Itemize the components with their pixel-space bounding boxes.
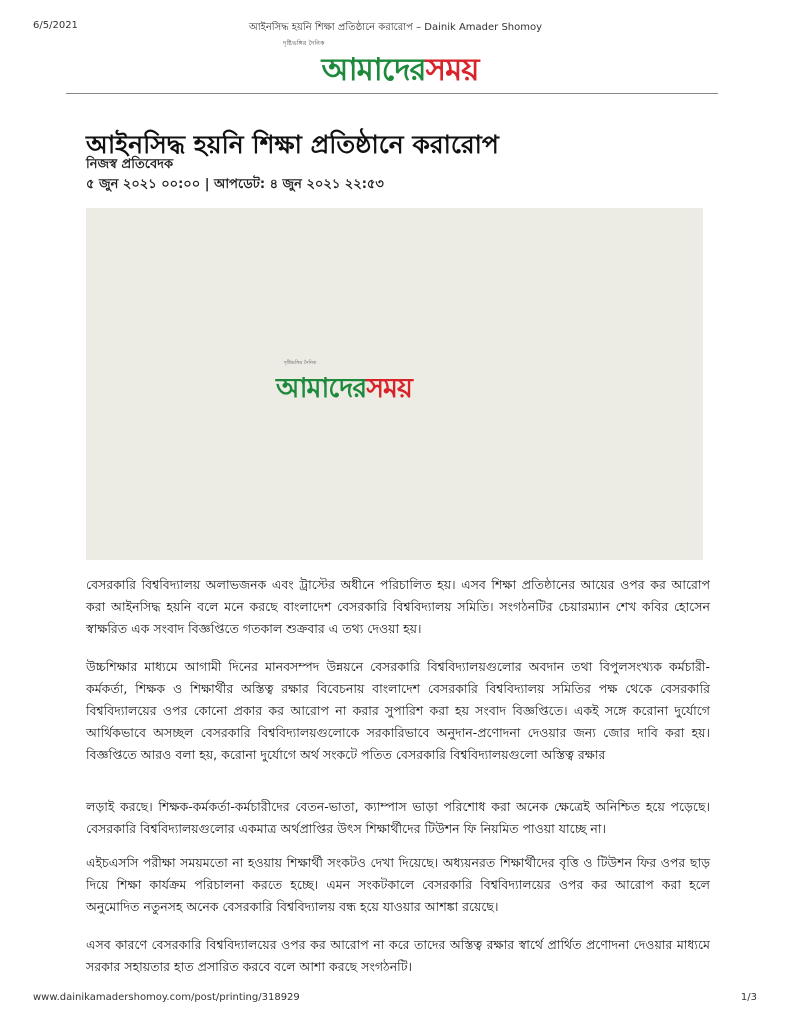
footer-page-number: 1/3 <box>740 992 757 1003</box>
article-hero-image <box>86 208 703 560</box>
article-dateline: ৫ জুন ২০২১ ০০:০০ | আপডেট: ৪ জুন ২০২১ ২২:৫৩ <box>86 177 384 192</box>
article-paragraph-3: লড়াই করছে। শিক্ষক-কর্মকর্তা-কর্মচারীদের বেতন-ভাতা, ক্যাম্পাস ভাড়া পরিশোধ করা অনেক ক্ষেত্রেই অনিশ্চিত হয়ে পড়েছে। বেসরকারি বিশ্ববিদ্যালয়গুলোর একমাত্র অর্থপ্রাপ্তির উৎস শিক্ষার্থীদের টিউশন ফি নিয়মিত পাওয়া যাচ্ছে না। <box>86 799 710 836</box>
article-paragraph-4: এইচএসসি পরীক্ষা সময়মতো না হওয়ায় শিক্ষার্থী সংকটও দেখা দিয়েছে। অধ্যয়নরত শিক্ষার্থীদের বৃত্তি ও টিউশন ফির ওপর ছাড় দিয়ে শিক্ষা কার্যক্রম পরিচালনা করতে হচ্ছে। এমন সংকটকালে বেসরকারি বিশ্ববিদ্যালয়ের ওপর কর আরোপ করা হলে অনুমোদিত নতুনসহ অনেক বেসরকারি বিশ্ববিদ্যালয় বন্ধ হয়ে যাওয়ার আশঙ্কা রয়েছে। <box>86 855 710 914</box>
hero-logo-text-green: আমাদের <box>276 373 367 404</box>
print-page-title: আইনসিদ্ধ হয়নি শিক্ষা প্রতিষ্ঠানে করারোপ – Dainik Amader Shomoy <box>248 22 543 33</box>
logo-text-green: আমাদের <box>321 52 426 88</box>
hero-logo-text-red: সময় <box>366 373 412 404</box>
article-byline: নিজস্ব প্রতিবেদক <box>86 157 174 172</box>
article-paragraph-2: উচ্চশিক্ষার মাধ্যমে আগামী দিনের মানবসম্পদ উন্নয়নে বেসরকারি বিশ্ববিদ্যালয়গুলোর অবদান তথা বিপুলসংখ্যক কর্মচারী-কর্মকর্তা, শিক্ষক ও শিক্ষার্থীর অস্তিত্ব রক্ষার বিবেচনায় বাংলাদেশ বেসরকারি বিশ্ববিদ্যালয় সমিতির পক্ষ থেকে বেসরকারি বিশ্ববিদ্যালয়ের ওপর কোনো প্রকার কর আরোপ না করার সুপারিশ করা হয় সংবাদ বিজ্ঞপ্তিতে। একই সঙ্গে করোনা দুর্যোগে আর্থিকভাবে অসচ্ছল বেসরকারি বিশ্ববিদ্যালয়গুলোকে সরকারিভাবে অনুদান-প্রণোদনা দেওয়ার জন্য জোর দাবি করা হয়। বিজ্ঞপ্তিতে আরও বলা হয়, করোনা দুর্যোগে অর্থ সংকটে পতিত বেসরকারি বিশ্ববিদ্যালয়গুলো অস্তিত্ব রক্ষার <box>86 659 710 762</box>
hero-logo-tagline: দৃষ্টিভঙ্গির দৈনিক <box>284 360 317 366</box>
footer-url[interactable]: www.dainikamadershomoy.com/post/printing/318929 <box>33 992 300 1003</box>
masthead <box>0 38 791 88</box>
article-paragraph-5: এসব কারণে বেসরকারি বিশ্ববিদ্যালয়ের ওপর কর আরোপ না করে তাদের অস্তিত্ব রক্ষার স্বার্থে প্রার্থিত প্রণোদনা দেওয়ার মাধ্যমে সরকার সহায়তার হাত প্রসারিত করবে বলে আশা করছে সংগঠনটি। <box>86 937 710 974</box>
hero-logo <box>276 368 412 413</box>
brand-tagline: দৃষ্টিভঙ্গির দৈনিক <box>283 40 325 47</box>
header-divider <box>66 93 718 94</box>
article-headline: আইনসিদ্ধ হয়নি শিক্ষা প্রতিষ্ঠানে করারোপ <box>86 129 499 159</box>
article-paragraph-1: বেসরকারি বিশ্ববিদ্যালয় অলাভজনক এবং ট্রাস্টের অধীনে পরিচালিত হয়। এসব শিক্ষা প্রতিষ্ঠানের আয়ের ওপর কর আরোপ করা আইনসিদ্ধ হয়নি বলে মনে করছে বাংলাদেশ বেসরকারি বিশ্ববিদ্যালয় সমিতি। সংগঠনটির চেয়ারম্যান শেখ কবির হোসেন স্বাক্ষরিত এক সংবাদ বিজ্ঞপ্তিতে গতকাল শুক্রবার এ তথ্য দেওয়া হয়। <box>86 577 710 636</box>
site-logo[interactable] <box>280 46 520 98</box>
logo-text-red: সময় <box>425 52 479 88</box>
print-date: 6/5/2021 <box>33 20 78 31</box>
